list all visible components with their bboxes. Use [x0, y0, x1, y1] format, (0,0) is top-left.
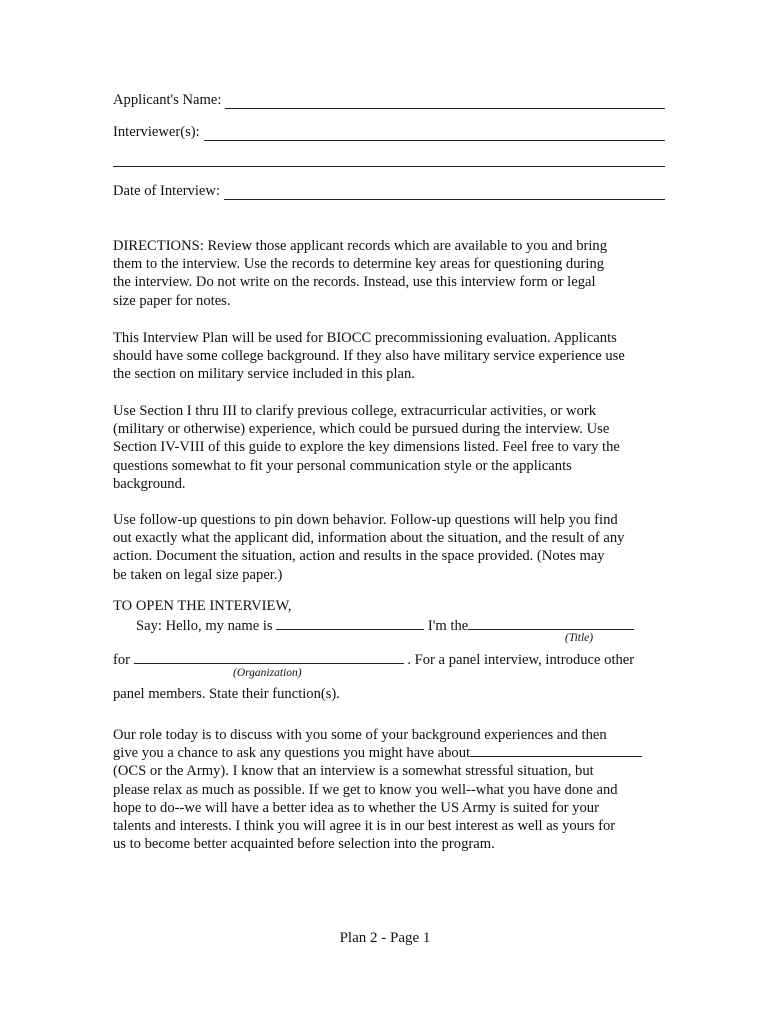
- directions-line: size paper for notes.: [113, 292, 231, 309]
- interviewer-name-blank[interactable]: [276, 617, 424, 630]
- interviewer-extra-line[interactable]: [113, 166, 665, 167]
- say-line: [136, 617, 634, 635]
- plan-line: the section on military service included in this plan.: [113, 366, 415, 383]
- interviewer-label: Interviewer(s):: [113, 124, 200, 140]
- role-line: Our role today is to discuss with you some of your background experiences and then: [113, 727, 607, 743]
- page-footer: Plan 2 - Page 1: [339, 930, 431, 946]
- role-line: hope to do--we will have a better idea as to whether the US Army is suited for your: [113, 799, 599, 816]
- for-label: for: [113, 652, 131, 668]
- followup-line: be taken on legal size paper.): [113, 566, 283, 583]
- interviewer-blank[interactable]: [204, 126, 665, 141]
- role-line: please relax as much as possible. If we get to know you well--what you have done and: [113, 781, 618, 798]
- date-row: [113, 183, 665, 200]
- directions-paragraph: [113, 237, 669, 310]
- title-blank[interactable]: [468, 617, 634, 630]
- plan-line: This Interview Plan will be used for BIOCC precommissioning evaluation. Applicants: [113, 330, 617, 346]
- role-line: us to become better acquainted before selection into the program.: [113, 836, 495, 853]
- sections-line: Section IV-VIII of this guide to explore the key dimensions listed. Feel free to vary the: [113, 439, 620, 456]
- organization-blank[interactable]: [134, 651, 404, 664]
- applicant-name-row: [113, 92, 665, 109]
- applicant-name-label: Applicant's Name:: [113, 92, 222, 108]
- plan-line: should have some college background. If they also have military service experience use: [113, 348, 625, 365]
- title-caption: (Title): [565, 632, 594, 644]
- role-line-with-blank: [113, 744, 669, 762]
- for-line: [113, 651, 634, 669]
- followup-line: Use follow-up questions to pin down behavior. Follow-up questions will help you find: [113, 512, 618, 528]
- role-line: (OCS or the Army). I know that an interview is a somewhat stressful situation, but: [113, 763, 594, 780]
- directions-line: them to the interview. Use the records to determine key areas for questioning during: [113, 256, 605, 273]
- im-the-text: I'm the: [427, 618, 469, 634]
- interviewer-row: [113, 124, 665, 141]
- sections-line: questions somewhat to fit your personal communication style or the applicants: [113, 457, 572, 474]
- directions-line: DIRECTIONS: Review those applicant records which are available to you and bring: [113, 238, 608, 254]
- role-paragraph: [113, 726, 669, 853]
- sections-line: background.: [113, 475, 186, 492]
- role-line: talents and interests. I think you will agree it is in our best interest as well as yours for: [113, 818, 616, 835]
- panel-members-line: panel members. State their function(s).: [113, 686, 340, 702]
- role-line-2: give you a chance to ask any questions you might have about: [113, 745, 471, 762]
- plan-paragraph: [113, 329, 669, 384]
- about-blank[interactable]: [470, 744, 642, 757]
- opening-heading: TO OPEN THE INTERVIEW,: [113, 598, 292, 614]
- panel-text: . For a panel interview, introduce other: [407, 652, 635, 668]
- followup-line: out exactly what the applicant did, information about the situation, and the result of any: [113, 530, 625, 547]
- sections-paragraph: [113, 402, 669, 493]
- followup-line: action. Document the situation, action and results in the space provided. (Notes may: [113, 548, 605, 565]
- applicant-name-blank[interactable]: [225, 94, 665, 109]
- followup-paragraph: [113, 511, 669, 584]
- directions-line: the interview. Do not write on the records. Instead, use this interview form or legal: [113, 274, 596, 291]
- date-label: Date of Interview:: [113, 183, 220, 199]
- organization-caption: (Organization): [233, 667, 302, 679]
- sections-line: (military or otherwise) experience, which could be pursued during the interview. Use: [113, 421, 610, 438]
- sections-line: Use Section I thru III to clarify previous college, extracurricular activities, or work: [113, 403, 597, 419]
- say-prefix: Say: Hello, my name is: [136, 618, 273, 634]
- date-blank[interactable]: [224, 185, 665, 200]
